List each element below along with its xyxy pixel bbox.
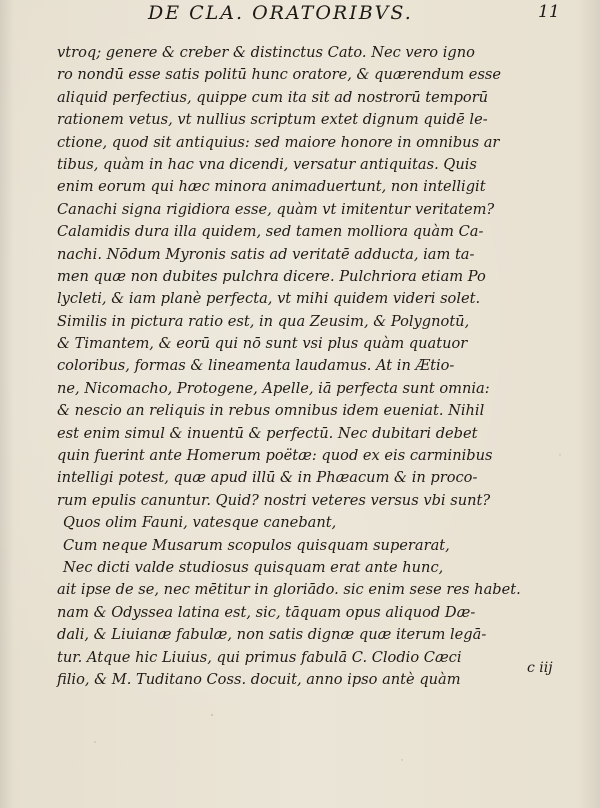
text-line: lycleti, & iam planè perfecta, vt mihi quidem videri solet. <box>57 290 481 308</box>
signature-mark: c iij <box>527 660 553 676</box>
text-line: & Timantem, & eorū qui nō sunt vsi plus quàm quatuor <box>57 335 468 353</box>
text-line: tur. Atque hic Liuius, qui primus fabulā C. Clodio Cæci <box>57 648 462 666</box>
text-line: intelligi potest, quæ apud illū & in Phæacum & in proco- <box>57 469 478 487</box>
text-line: Similis in pictura ratio est, in qua Zeusim, & Polygnotū, <box>57 312 470 330</box>
edge-shadow <box>578 0 600 808</box>
text-line: rum epulis canuntur. Quid? nostri veteres versus vbi sunt? <box>57 491 491 509</box>
text-line: rationem vetus, vt nullius scriptum extet dignum quidē le- <box>57 111 488 129</box>
text-line: ne, Nicomacho, Protogene, Apelle, iā perfecta sunt omnia: <box>57 379 490 397</box>
text-line: Canachi signa rigidiora esse, quàm vt imitentur veritatem? <box>57 200 495 218</box>
text-line: ro nondū esse satis politū hunc oratore, & quærendum esse <box>57 66 502 84</box>
text-line: nachi. Nōdum Myronis satis ad veritatē adducta, iam ta- <box>57 245 475 263</box>
paper-speck <box>211 714 213 716</box>
text-line: Calamidis dura illa quidem, sed tamen molliora quàm Ca- <box>57 223 484 241</box>
body-text <box>57 42 577 691</box>
text-line: aliquid perfectius, quippe cum ita sit ad nostrorū temporū <box>57 88 489 106</box>
paper-speck <box>401 759 402 760</box>
text-line: filio, & M. Tuditano Coss. docuit, anno ipso antè quàm <box>57 670 461 688</box>
paper-speck <box>94 741 96 743</box>
text-line: men quæ non dubites pulchra dicere. Pulchriora etiam Po <box>57 267 486 285</box>
text-line: enim eorum qui hæc minora animaduertunt, non intelligit <box>57 178 486 196</box>
gutter-shadow <box>0 0 14 808</box>
text-line: est enim simul & inuentū & perfectū. Nec dubitari debet <box>57 424 478 442</box>
text-line: ctione, quod sit antiquius: sed maiore honore in omnibus ar <box>57 133 500 151</box>
text-line: vtroq; genere & creber & distinctus Cato. Nec vero igno <box>57 44 475 61</box>
text-line: tibus, quàm in hac vna dicendi, versatur antiquitas. Quis <box>57 155 477 173</box>
page-number: 11 <box>538 2 560 22</box>
text-line: dali, & Liuianæ fabulæ, non satis dignæ quæ iterum legā- <box>57 626 487 644</box>
verse-line: Nec dicti valde studiosus quisquam erat ante hunc, <box>63 558 444 576</box>
text-line: ait ipse de se, nec mētitur in gloriādo. sic enim sese res habet. <box>57 581 521 599</box>
text-line: nam & Odyssea latina est, sic, tāquam opus aliquod Dæ- <box>57 603 476 621</box>
text-line: coloribus, formas & lineamenta laudamus. At in Ætio- <box>57 357 455 375</box>
text-line: quin fuerint ante Homerum poëtæ: quod ex eis carminibus <box>57 447 493 465</box>
verse-line: Quos olim Fauni, vatesque canebant, <box>63 514 337 532</box>
running-title: DE CLA. ORATORIBVS. <box>148 2 413 24</box>
text-line: & nescio an reliquis in rebus omnibus idem eueniat. Nihil <box>57 402 485 420</box>
verse-line: Cum neque Musarum scopulos quisquam superarat, <box>63 536 450 554</box>
